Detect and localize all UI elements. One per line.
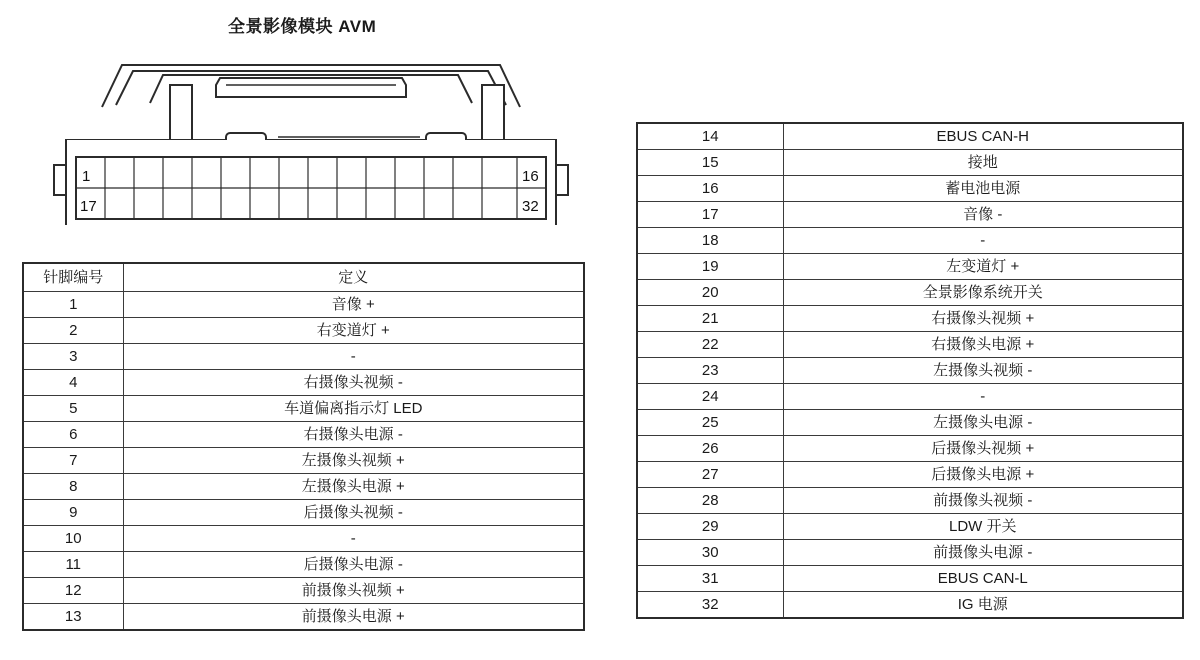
pin-definition-cell: - <box>123 526 584 552</box>
pin-definition-cell: 前摄像头视频 - <box>783 488 1183 514</box>
table-row <box>637 488 1183 514</box>
table-row <box>637 410 1183 436</box>
pin-number-cell: 20 <box>637 280 783 306</box>
pin-definition-cell: 后摄像头电源 - <box>123 552 584 578</box>
pin-definition-cell: 左摄像头视频 - <box>783 358 1183 384</box>
pin-definition-cell: - <box>783 384 1183 410</box>
pin-definition-cell: 右摄像头电源 + <box>783 332 1183 358</box>
table-header-row <box>23 263 584 292</box>
pin-number-cell: 28 <box>637 488 783 514</box>
pin-definition-cell: 车道偏离指示灯 LED <box>123 396 584 422</box>
pin-number-cell: 4 <box>23 370 123 396</box>
pin-number-cell: 18 <box>637 228 783 254</box>
pin-definition-cell: 左摄像头视频 + <box>123 448 584 474</box>
pin-number-cell: 2 <box>23 318 123 344</box>
pin-number-cell: 19 <box>637 254 783 280</box>
column-header-pin: 针脚编号 <box>23 263 123 292</box>
pin-number-cell: 11 <box>23 552 123 578</box>
pin-number-cell: 8 <box>23 474 123 500</box>
column-header-definition: 定义 <box>123 263 584 292</box>
pin-number-cell: 25 <box>637 410 783 436</box>
pin-label-32: 32 <box>522 198 539 215</box>
pin-definition-table-left <box>22 262 585 631</box>
pin-definition-cell: 后摄像头电源 + <box>783 462 1183 488</box>
pin-definition-cell: 前摄像头视频 + <box>123 578 584 604</box>
pin-number-cell: 10 <box>23 526 123 552</box>
table-row <box>637 332 1183 358</box>
pin-label-16: 16 <box>522 168 539 185</box>
table-row <box>23 604 584 631</box>
table-row <box>23 578 584 604</box>
pin-number-cell: 15 <box>637 150 783 176</box>
pin-definition-table-right <box>636 122 1184 619</box>
pin-number-cell: 27 <box>637 462 783 488</box>
pin-number-cell: 14 <box>637 123 783 150</box>
pin-number-cell: 17 <box>637 202 783 228</box>
pin-label-17: 17 <box>80 198 97 215</box>
pin-definition-cell: 后摄像头视频 - <box>123 500 584 526</box>
pin-number-cell: 21 <box>637 306 783 332</box>
pin-definition-cell: 右变道灯 + <box>123 318 584 344</box>
pin-number-cell: 22 <box>637 332 783 358</box>
pin-definition-cell: - <box>123 344 584 370</box>
table-row <box>23 526 584 552</box>
table-row <box>23 292 584 318</box>
pin-number-cell: 7 <box>23 448 123 474</box>
pin-number-cell: 32 <box>637 592 783 619</box>
table-row <box>637 514 1183 540</box>
pin-definition-cell: 左摄像头电源 + <box>123 474 584 500</box>
pin-number-cell: 6 <box>23 422 123 448</box>
table-row <box>637 228 1183 254</box>
pin-definition-cell: 右摄像头视频 + <box>783 306 1183 332</box>
table-row <box>637 254 1183 280</box>
pin-number-cell: 31 <box>637 566 783 592</box>
table-row <box>23 396 584 422</box>
table-row <box>23 344 584 370</box>
pin-number-cell: 1 <box>23 292 123 318</box>
table-row <box>637 306 1183 332</box>
pin-definition-cell: 前摄像头电源 + <box>123 604 584 631</box>
pin-number-cell: 9 <box>23 500 123 526</box>
pin-number-cell: 16 <box>637 176 783 202</box>
page-title: 全景影像模块 AVM <box>228 17 377 36</box>
table-row <box>23 422 584 448</box>
pin-number-cell: 23 <box>637 358 783 384</box>
table-row <box>23 370 584 396</box>
table-row <box>637 462 1183 488</box>
table-row <box>637 358 1183 384</box>
pin-definition-cell: 后摄像头视频 + <box>783 436 1183 462</box>
table-row <box>637 123 1183 150</box>
table-row <box>23 500 584 526</box>
pin-number-cell: 24 <box>637 384 783 410</box>
table-row <box>637 592 1183 619</box>
pin-number-cell: 26 <box>637 436 783 462</box>
pin-definition-cell: EBUS CAN-L <box>783 566 1183 592</box>
pin-definition-cell: 音像 + <box>123 292 584 318</box>
table-row <box>637 384 1183 410</box>
pin-number-cell: 29 <box>637 514 783 540</box>
table-row <box>637 150 1183 176</box>
pin-definition-cell: LDW 开关 <box>783 514 1183 540</box>
table-row <box>637 566 1183 592</box>
pin-definition-cell: 左变道灯 + <box>783 254 1183 280</box>
table-row <box>23 552 584 578</box>
pin-number-cell: 13 <box>23 604 123 631</box>
table-row <box>637 540 1183 566</box>
pin-definition-cell: - <box>783 228 1183 254</box>
pin-definition-cell: 蓄电池电源 <box>783 176 1183 202</box>
table-row <box>637 176 1183 202</box>
connector-drawing <box>30 45 590 225</box>
table-row <box>637 436 1183 462</box>
pin-definition-cell: 前摄像头电源 - <box>783 540 1183 566</box>
pin-number-cell: 30 <box>637 540 783 566</box>
table-row <box>637 280 1183 306</box>
pin-definition-cell: IG 电源 <box>783 592 1183 619</box>
pin-definition-cell: EBUS CAN-H <box>783 123 1183 150</box>
pin-number-cell: 3 <box>23 344 123 370</box>
pin-definition-cell: 接地 <box>783 150 1183 176</box>
pin-number-cell: 12 <box>23 578 123 604</box>
pin-definition-cell: 全景影像系统开关 <box>783 280 1183 306</box>
pin-definition-cell: 右摄像头电源 - <box>123 422 584 448</box>
table-row <box>23 474 584 500</box>
connector-diagram <box>30 45 590 225</box>
pin-label-1: 1 <box>82 168 91 185</box>
pin-definition-cell: 右摄像头视频 - <box>123 370 584 396</box>
pin-number-cell: 5 <box>23 396 123 422</box>
pin-definition-cell: 左摄像头电源 - <box>783 410 1183 436</box>
pin-definition-cell: 音像 - <box>783 202 1183 228</box>
table-row <box>637 202 1183 228</box>
table-row <box>23 318 584 344</box>
table-row <box>23 448 584 474</box>
